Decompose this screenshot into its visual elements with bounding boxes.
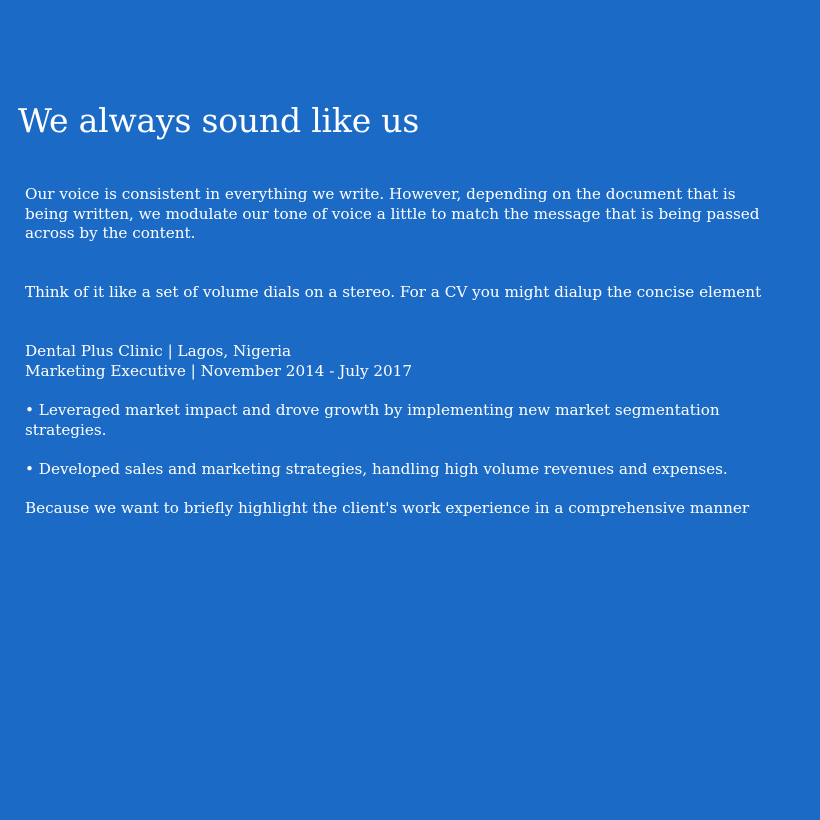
role-line: Marketing Executive | November 2014 - July 2017 — [25, 362, 412, 380]
bullet-item — [25, 401, 720, 440]
intro-line: being written, we modulate our tone of voice a little to match the message that is being passed — [25, 204, 760, 223]
analogy-paragraph: Think of it like a set of volume dials on a stereo. For a CV you might dialup the concise element — [25, 283, 762, 301]
intro-line: across by the content. — [25, 224, 196, 242]
intro-line: Our voice is consistent in everything we write. However, depending on the document that is — [25, 185, 736, 203]
intro-paragraph — [25, 185, 760, 244]
bullet-text: • Leveraged market impact and drove growth by implementing new market segmentation — [25, 401, 720, 419]
bullet-item: • Developed sales and marketing strategies, handling high volume revenues and expenses. — [25, 460, 728, 478]
employer-line: Dental Plus Clinic | Lagos, Nigeria — [25, 342, 292, 360]
bullet-text: strategies. — [25, 420, 107, 439]
page-title: We always sound like us — [18, 101, 420, 140]
closing-paragraph: Because we want to briefly highlight the client's work experience in a comprehensive manner — [25, 499, 750, 517]
